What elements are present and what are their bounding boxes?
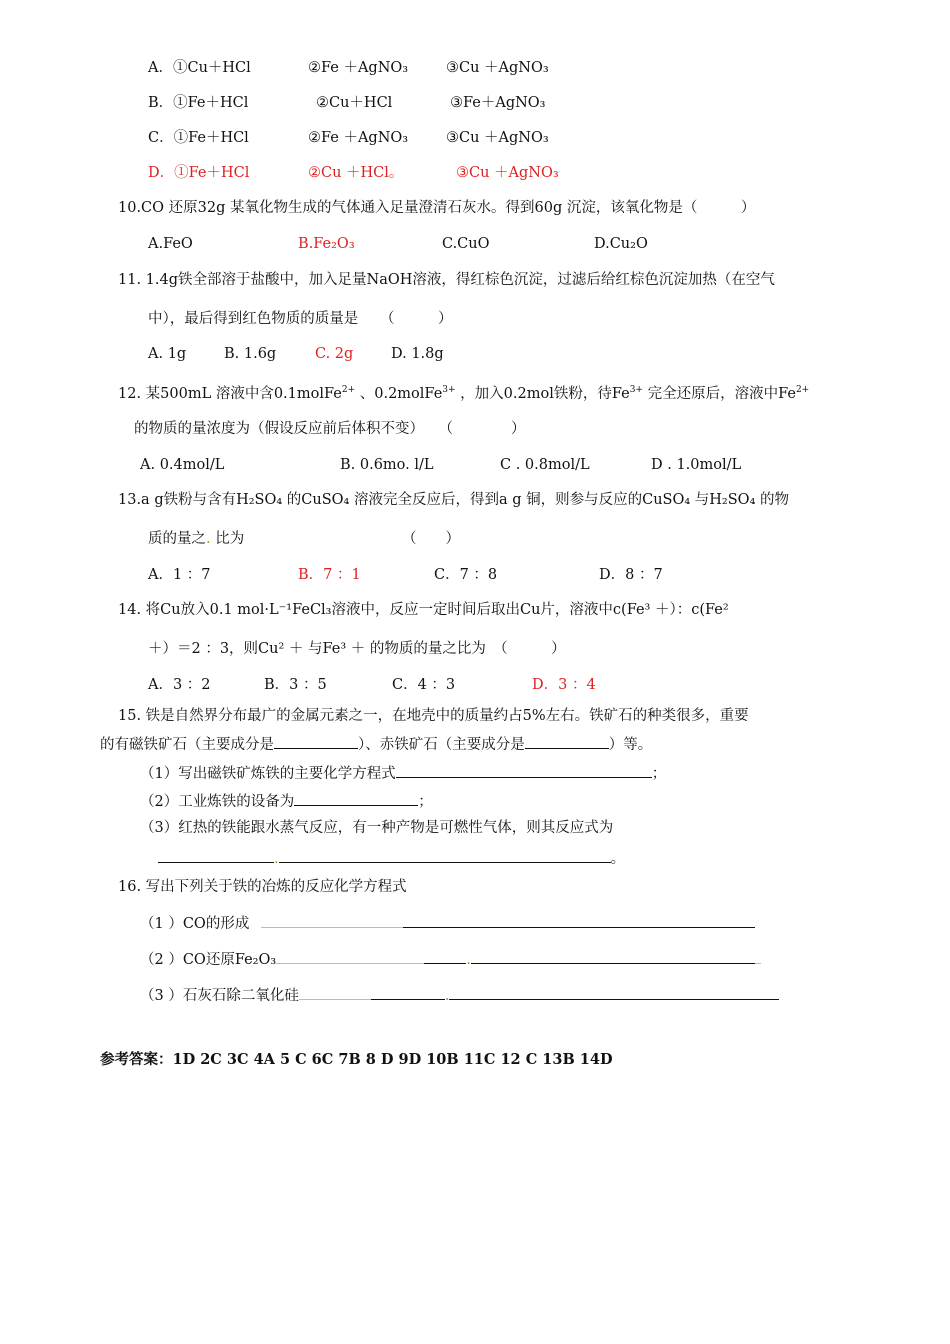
answer-key-label: 参考答案：: [100, 1051, 173, 1068]
q15-sub2: [140, 791, 433, 812]
q12-sup-2: 3+: [442, 385, 456, 395]
q9-d-3: ③Cu ＋AgNO₃: [456, 165, 559, 181]
q14-opt-c: C．4 ：3: [392, 677, 456, 693]
blank-magnetite[interactable]: [274, 734, 358, 749]
q9-b-3: ③Fe＋AgNO₃: [450, 95, 546, 111]
q15-s1-text: （1）写出磁铁矿炼铁的主要化学方程式: [140, 766, 396, 782]
q16-sub3: [140, 985, 779, 1006]
stray-dot: .: [274, 851, 279, 867]
q9-option-b: [148, 93, 546, 113]
q16-stem: 16. 写出下列关于铁的冶炼的反应化学方程式: [118, 879, 407, 895]
q9-c-3: ③Cu ＋AgNO₃: [446, 130, 549, 146]
q12-sup-3: 3+: [629, 385, 643, 395]
q12-opt-d: D . 1.0mol/L: [651, 457, 742, 473]
q9-a-2: ②Fe ＋AgNO₃: [308, 60, 409, 76]
q13-text-a: 质的量之: [148, 531, 206, 547]
q13-text-b: 比为: [215, 531, 245, 547]
q13-opt-c: C．7 ：8: [434, 567, 498, 583]
q14-opt-b: B．3 ：5: [264, 677, 327, 693]
q13-opt-d: D．8 ：7: [599, 567, 663, 583]
q11-stem-line1: 11. 1.4g铁全部溶于盐酸中，加入足量NaOH溶液，得红棕色沉淀，过滤后给红棕色沉淀加热（在空气: [118, 272, 775, 288]
q14-options: [148, 675, 596, 695]
q16-s1-text: （1 ）CO的形成: [140, 916, 250, 932]
q9-d-2: ②Cu ＋HCl。: [308, 165, 404, 181]
q15-sub3: （3）红热的铁能跟水蒸气反应，有一种产物是可燃性气体，则其反应式为: [140, 820, 614, 836]
q16-s3-text: （3 ）石灰石除二氧化硅: [140, 988, 299, 1004]
blank-co-formation-a[interactable]: [261, 913, 403, 928]
q9-b-1: B．①Fe＋HCl: [148, 95, 249, 111]
blank-hematite[interactable]: [525, 734, 609, 749]
q14-stem-line1: 14. 将Cu放入0.1 mol·L⁻¹FeCl₃溶液中，反应一定时间后取出Cu片，溶液中c(Fe³ ＋）：c(Fe²: [118, 602, 729, 618]
q15-s2-text: （2）工业炼铁的设备为: [140, 794, 295, 810]
q15-sub3-answer: [158, 848, 625, 869]
q9-d-1: D．①Fe＋HCl: [148, 165, 250, 181]
blank-co-reduction-d[interactable]: [755, 949, 761, 964]
blank-equipment[interactable]: [294, 791, 418, 806]
q16-s2-text: （2 ）CO还原Fe₂O₃: [140, 952, 277, 968]
q9-option-d: [148, 163, 559, 183]
blank-equation-3b[interactable]: [279, 848, 611, 863]
q12-opt-c: C . 0.8mol/L: [500, 457, 590, 473]
q15-stem-line2: [100, 734, 652, 755]
q11-opt-d: D. 1.8g: [391, 346, 444, 362]
q15-text-a: 的有磁铁矿石（主要成分是: [100, 737, 274, 753]
q12-stem-line1: [118, 380, 809, 404]
q14-stem-line2: ＋）＝2 ：3，则Cu² ＋ 与Fe³ ＋ 的物质的量之比为 （ ）: [148, 641, 566, 657]
q11-opt-b: B. 1.6g: [224, 346, 277, 362]
q13-text-c: （ ）: [402, 531, 460, 547]
q14-opt-d: D．3 ：4: [532, 677, 596, 693]
q13-stem-line2: [148, 529, 460, 549]
stray-dot: .: [206, 531, 211, 547]
q15-s1-end: ；: [651, 766, 667, 782]
q10-options: [148, 234, 648, 254]
q9-b-2: ②Cu＋HCl: [316, 95, 393, 111]
q9-option-a: [148, 58, 549, 78]
answer-key-text: 1D 2C 3C 4A 5 C 6C 7B 8 D 9D 10B 11C 12 C 13B 14D: [172, 1051, 613, 1068]
q12-options: [140, 455, 742, 475]
q10-opt-b: B.Fe₂O₃: [298, 236, 355, 252]
q9-c-1: C．①Fe＋HCl: [148, 130, 249, 146]
q10-opt-c: C.CuO: [442, 236, 490, 252]
q13-opt-b: B．7 ：1: [298, 567, 361, 583]
q11-opt-c: C. 2g: [315, 346, 354, 362]
blank-limestone-a[interactable]: [299, 985, 371, 1000]
answer-key: [100, 1050, 613, 1070]
q9-a-1: A．①Cu＋HCl: [148, 60, 251, 76]
q11-stem-line2: 中），最后得到红色物质的质量是 （ ）: [148, 311, 453, 327]
blank-limestone-b[interactable]: [371, 985, 445, 1000]
blank-equation-1[interactable]: [396, 763, 652, 778]
q12-stem-line2: 的物质的量浓度为（假设反应前后体积不变） （ ）: [134, 421, 526, 437]
q12-sup-4: 2+: [795, 385, 810, 395]
blank-co-reduction-a[interactable]: [276, 949, 424, 964]
q12-sup-1: 2+: [341, 385, 356, 395]
q12-text-a: 12. 某500mL 溶液中含0.1molFe: [118, 385, 342, 402]
q15-sub1: [140, 763, 666, 784]
q10-opt-a: A.FeO: [148, 236, 193, 252]
q12-text-c: ，加入0.2mol铁粉，待Fe: [460, 385, 630, 402]
q12-text-d: 完全还原后，溶液中Fe: [647, 385, 796, 402]
q14-opt-a: A．3 ：2: [148, 677, 211, 693]
q16-sub2: [140, 949, 761, 970]
q13-opt-a: A．1 ：7: [148, 567, 211, 583]
blank-equation-3a[interactable]: [158, 848, 274, 863]
q11-options: [148, 344, 444, 364]
stray-dot: .: [466, 952, 471, 968]
q12-opt-b: B. 0.6mo. l/L: [340, 457, 434, 473]
stray-dot: .: [444, 988, 450, 1004]
q10-opt-d: D.Cu₂O: [594, 236, 648, 252]
q13-options: [148, 565, 663, 585]
q15-s3-end: 。: [610, 851, 626, 867]
q10-stem: 10.CO 还原32g 某氧化物生成的气体通入足量澄清石灰水。得到60g 沉淀，该氧化物是（ ）: [118, 200, 756, 216]
q15-stem-line1: 15. 铁是自然界分布最广的金属元素之一，在地壳中的质量约占5%左右。铁矿石的种类很多，重要: [118, 708, 749, 724]
q15-text-c: ）等。: [608, 737, 653, 753]
q12-text-b: 、0.2molFe: [359, 385, 443, 402]
blank-co-reduction-c[interactable]: [471, 949, 755, 964]
q13-stem-line1: 13.a g铁粉与含有H₂SO₄ 的CuSO₄ 溶液完全反应后，得到a g 铜，则参与反应的CuSO₄ 与H₂SO₄ 的物: [118, 492, 789, 508]
blank-co-reduction-b[interactable]: [424, 949, 466, 964]
q15-s2-end: ；: [418, 794, 433, 810]
q9-a-3: ③Cu ＋AgNO₃: [446, 60, 549, 76]
q9-c-2: ②Fe ＋AgNO₃: [308, 130, 409, 146]
q12-opt-a: A. 0.4mol/L: [140, 457, 225, 473]
q11-opt-a: A. 1g: [148, 346, 187, 362]
blank-co-formation-b[interactable]: [403, 913, 755, 928]
blank-limestone-c[interactable]: [449, 985, 779, 1000]
q16-sub1: [140, 913, 755, 934]
q15-text-b: ）、赤铁矿石（主要成分是: [358, 737, 525, 753]
q9-option-c: [148, 128, 549, 148]
